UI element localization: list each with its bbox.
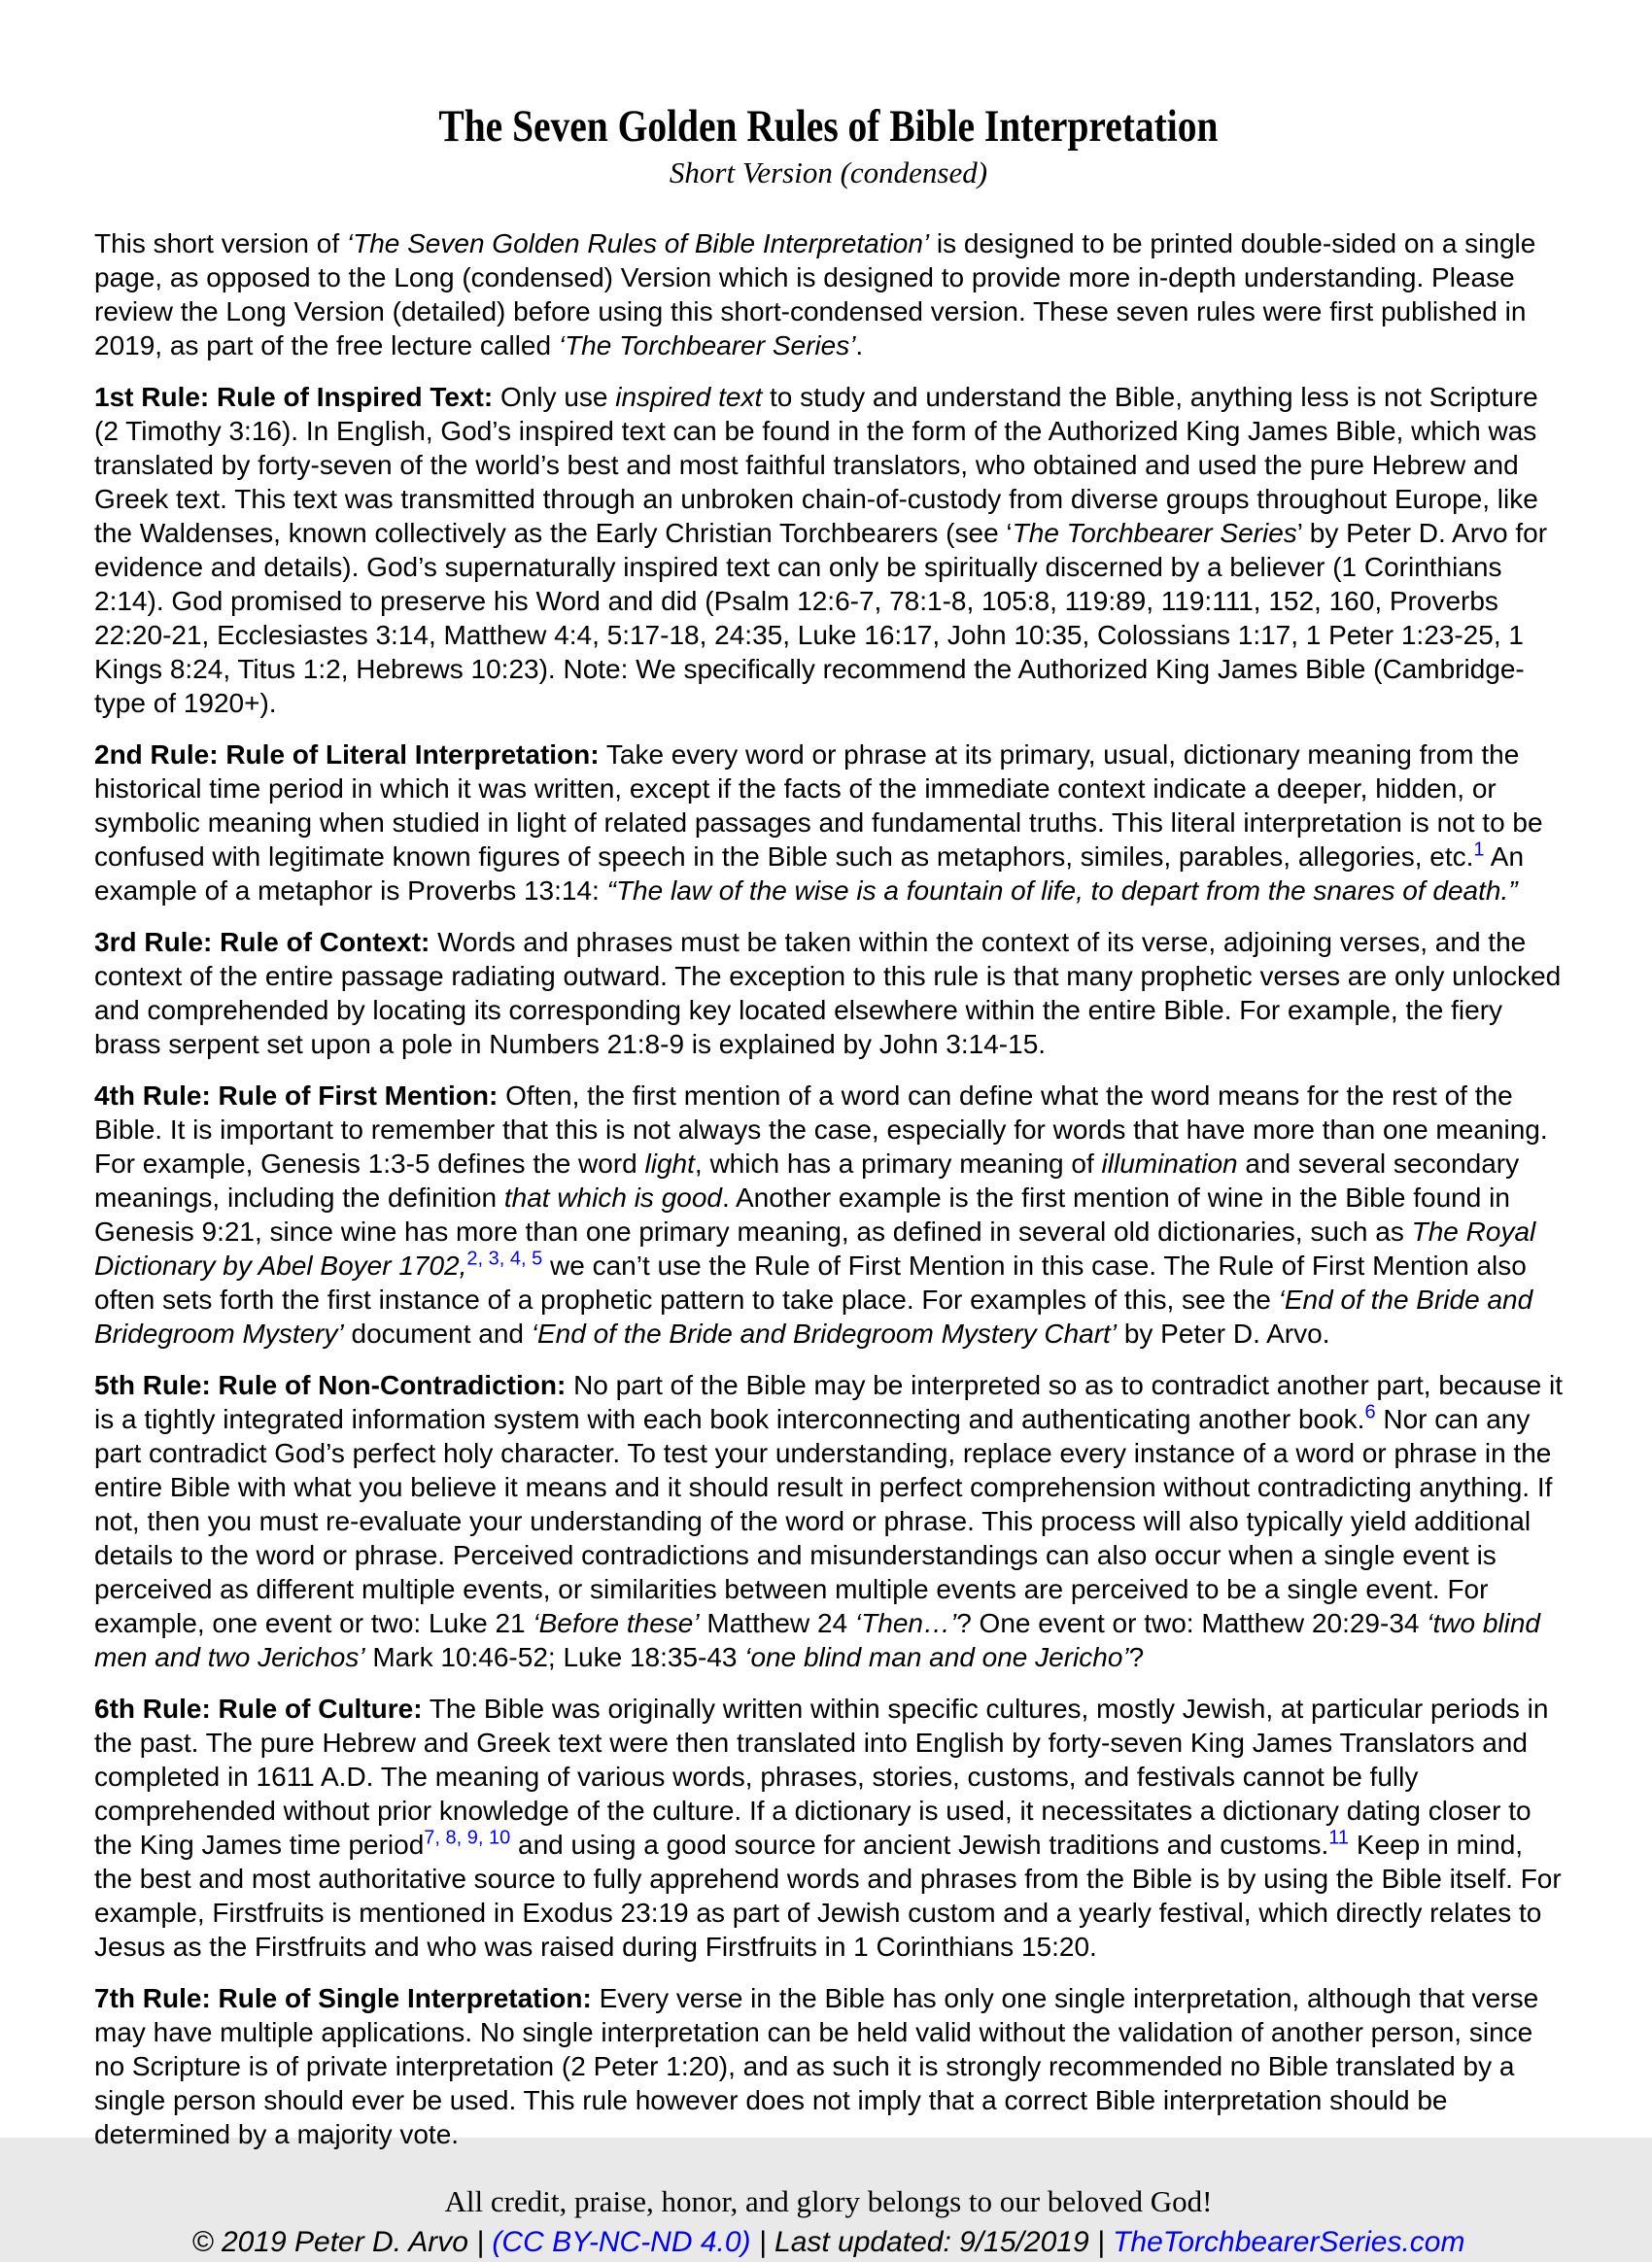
text-segment: Mark 10:46-52; Luke 18:35-43 [364, 1642, 745, 1672]
text-segment: The Royal Dictionary by Abel Boyer 1702, [94, 1217, 1536, 1281]
text-segment: ‘two blind men and two Jerichos’ [94, 1608, 1540, 1672]
text-segment: Only use [493, 382, 616, 412]
footnote-ref[interactable]: 7, 8, 9, 10 [424, 1827, 511, 1849]
rule-heading: 2nd Rule: Rule of Literal Interpretation: [94, 739, 600, 770]
text-segment: . [855, 330, 864, 360]
text-segment: and using a good source for ancient Jewish traditions and customs. [510, 1830, 1329, 1860]
document-body [94, 226, 1563, 2151]
text-segment: The Bible was originally written within specific cultures, mostly Jewish, at particular periods in the past. The pure Hebrew and Greek text were then translated into English by forty-seven King James Translators and completed in 1611 A.D. The meaning of various words, phrases, stories, customs, and festivals cannot be fully comprehended without prior knowledge of the culture. If a dictionary is used, it necessitates a dictionary dating closer to the King James time period [94, 1694, 1549, 1860]
rule-1-paragraph [94, 380, 1563, 720]
rule-5-paragraph [94, 1368, 1563, 1674]
text-segment: ‘The Torchbearer Series’ [558, 330, 856, 360]
text-segment: ‘The Seven Golden Rules of Bible Interpretation’ [346, 228, 930, 258]
rule-7-paragraph [94, 1981, 1563, 2151]
text-segment: ? One event or two: Matthew 20:29-34 [956, 1608, 1428, 1638]
text-segment: This short version of [94, 228, 347, 258]
text-segment: and several secondary meanings, including the definition [94, 1148, 1520, 1213]
footnote-ref[interactable]: 1 [1473, 839, 1485, 861]
text-segment: ‘Then…’ [854, 1608, 957, 1638]
link[interactable]: (CC BY-NC-ND 4.0) [492, 2226, 751, 2258]
footnote-ref[interactable]: 11 [1328, 1827, 1350, 1849]
copyright-line [94, 2223, 1563, 2262]
rule-heading: 7th Rule: Rule of Single Interpretation: [94, 1983, 592, 2013]
text-segment: No part of the Bible may be interpreted so as to contradict another part, because it is a tightly integrated information system with each book interconnecting and authenticating another book. [94, 1370, 1563, 1434]
text-segment: “The law of the wise is a fountain of life, to depart from the snares of death.” [606, 875, 1518, 906]
text-segment: Words and phrases must be taken within the context of its verse, adjoining verses, and the context of the entire passage radiating outward. The exception to this rule is that many prophetic verses are only unlocked and comprehended by locating its corresponding key located elsewhere within the entire Bible. For example, the fiery brass serpent set upon a pole in Numbers 21:8-9 is explained by John 3:14-15. [94, 927, 1562, 1059]
text-segment: we can’t use the Rule of First Mention in this case. The Rule of First Mention also often sets forth the first instance of a prophetic pattern to take place. For examples of this, see the [94, 1251, 1527, 1315]
text-segment: to study and understand the Bible, anything less is not Scripture (2 Timothy 3:16). In English, God’s inspired text can be found in the form of the Authorized King James Bible, which was translated by forty-seven of the world’s best and most faithful translators, who obtained and used the pure Hebrew and Greek text. This text was transmitted through an unbroken chain-of-custody from diverse groups throughout Europe, like the Waldenses, known collectively as the Early Christian Torchbearers (see ‘ [94, 382, 1538, 548]
text-segment: by Peter D. Arvo. [1117, 1319, 1330, 1349]
rule-2-paragraph [94, 737, 1563, 908]
text-segment: ‘End of the Bride and Bridegroom Mystery’ [94, 1285, 1533, 1349]
text-segment: Take every word or phrase at its primary, usual, dictionary meaning from the historical time period in which it was written, except if the facts of the immediate context indicate a deeper, hidden, or symbolic meaning when studied in light of related passages and fundamental truths. This literal interpretation is not to be confused with legitimate known figures of speech in the Bible such as metaphors, similes, parables, allegories, etc. [94, 739, 1543, 872]
rule-heading: 1st Rule: Rule of Inspired Text: [94, 382, 494, 412]
intro-paragraph [94, 226, 1563, 362]
rule-heading: 6th Rule: Rule of Culture: [94, 1694, 423, 1724]
text-segment: ‘End of the Bride and Bridegroom Mystery Chart’ [531, 1319, 1118, 1349]
text-segment: ’ by Peter D. Arvo for evidence and details). God’s supernaturally inspired text can only be spiritually discerned by a believer (1 Corinthians 2:14). God promised to preserve his Word and did (Psalm 12:6-7, 78:1-8, 105:8, 119:89, 119:111, 152, 160, Proverbs 22:20-21, Ecclesiastes 3:14, Matthew 4:4, 5:17-18, 24:35, Luke 16:17, John 10:35, Colossians 1:17, 1 Peter 1:23-25, 1 Kings 8:24, Titus 1:2, Hebrews 10:23). Note: We specifically recommend the Authorized King James Bible (Cambridge-type of 1920+). [94, 518, 1548, 718]
rule-4-paragraph [94, 1079, 1563, 1351]
text-segment: ‘one blind man and one Jericho’ [744, 1642, 1129, 1672]
text-segment: that which is good [503, 1182, 722, 1213]
text-segment: | Last updated: 9/15/2019 | [750, 2226, 1114, 2258]
footnote-ref[interactable]: 6 [1364, 1401, 1376, 1423]
text-segment: document and [343, 1319, 532, 1349]
text-segment: inspired text [615, 382, 763, 412]
text-segment: Nor can any part contradict God’s perfect holy character. To test your understanding, replace every instance of a word or phrase in the entire Bible with what you believe it means and it should result in perfect comprehension without contradicting anything. If not, then you must re-evaluate your understanding of the word or phrase. This process will also typically yield additional details to the word or phrase. Perceived contradictions and misunderstandings can also occur when a single event is perceived as different multiple events, or similarities between multiple events are perceived to be a single event. For example, one event or two: Luke 21 [94, 1404, 1553, 1638]
page-title-text: The Seven Golden Rules of Bible Interpretation [438, 101, 1219, 152]
text-segment: The Torchbearer Series [1012, 518, 1297, 548]
text-segment: Keep in mind, the best and most authoritative source to fully apprehend words and phrases from the Bible is by using the Bible itself. For example, Firstfruits is mentioned in Exodus 23:19 as part of Jewish custom and a yearly festival, which directly relates to Jesus as the Firstfruits and who was raised during Firstfruits in 1 Corinthians 15:20. [94, 1830, 1562, 1962]
footnote-ref[interactable]: 2, 3, 4, 5 [466, 1248, 543, 1270]
rule-heading: 3rd Rule: Rule of Context: [94, 927, 430, 957]
text-segment: light [644, 1148, 695, 1179]
text-segment: is designed to be printed double-sided on a single page, as opposed to the Long (condensed) Version which is designed to provide more in-depth understanding. Please review the Long Version (detailed) before using this short-condensed version. These seven rules were first published in 2019, as part of the free lecture called [94, 228, 1536, 360]
page-title [94, 101, 1563, 152]
text-segment: , which has a primary meaning of [694, 1148, 1102, 1179]
rule-6-paragraph [94, 1692, 1563, 1964]
text-segment: illumination [1101, 1148, 1238, 1179]
credit-line: All credit, praise, honor, and glory belongs to our beloved God! [444, 2184, 1213, 2218]
document-header [94, 101, 1563, 190]
text-segment: An example of a metaphor is Proverbs 13:14: [94, 841, 1525, 906]
text-segment: ? [1128, 1642, 1145, 1672]
rule-3-paragraph [94, 925, 1563, 1061]
text-segment: . Another example is the first mention of wine in the Bible found in Genesis 9:21, since wine has more than one primary meaning, as defined in several old dictionaries, such as [94, 1182, 1510, 1247]
text-segment: Often, the first mention of a word can define what the word means for the rest of the Bible. It is important to remember that this is not always the case, especially for words that have more than one meaning. For example, Genesis 1:3-5 defines the word [94, 1080, 1548, 1179]
rule-heading: 5th Rule: Rule of Non-Contradiction: [94, 1370, 567, 1400]
rule-heading: 4th Rule: Rule of First Mention: [94, 1080, 499, 1111]
text-segment: ‘Before these’ [533, 1608, 700, 1638]
link[interactable]: TheTorchbearerSeries.com [1113, 2226, 1465, 2258]
document-footer [94, 2182, 1563, 2262]
text-segment: Every verse in the Bible has only one single interpretation, although that verse may have multiple applications. No single interpretation can be held valid without the validation of another person, since no Scripture is of private interpretation (2 Peter 1:20), and as such it is strongly recommended no Bible translated by a single person should ever be used. This rule however does not imply that a correct Bible interpretation should be determined by a majority vote. [94, 1983, 1539, 2149]
text-segment: Matthew 24 [699, 1608, 855, 1638]
text-segment: © 2019 Peter D. Arvo | [191, 2226, 493, 2258]
page-subtitle: Short Version (condensed) [669, 155, 988, 189]
